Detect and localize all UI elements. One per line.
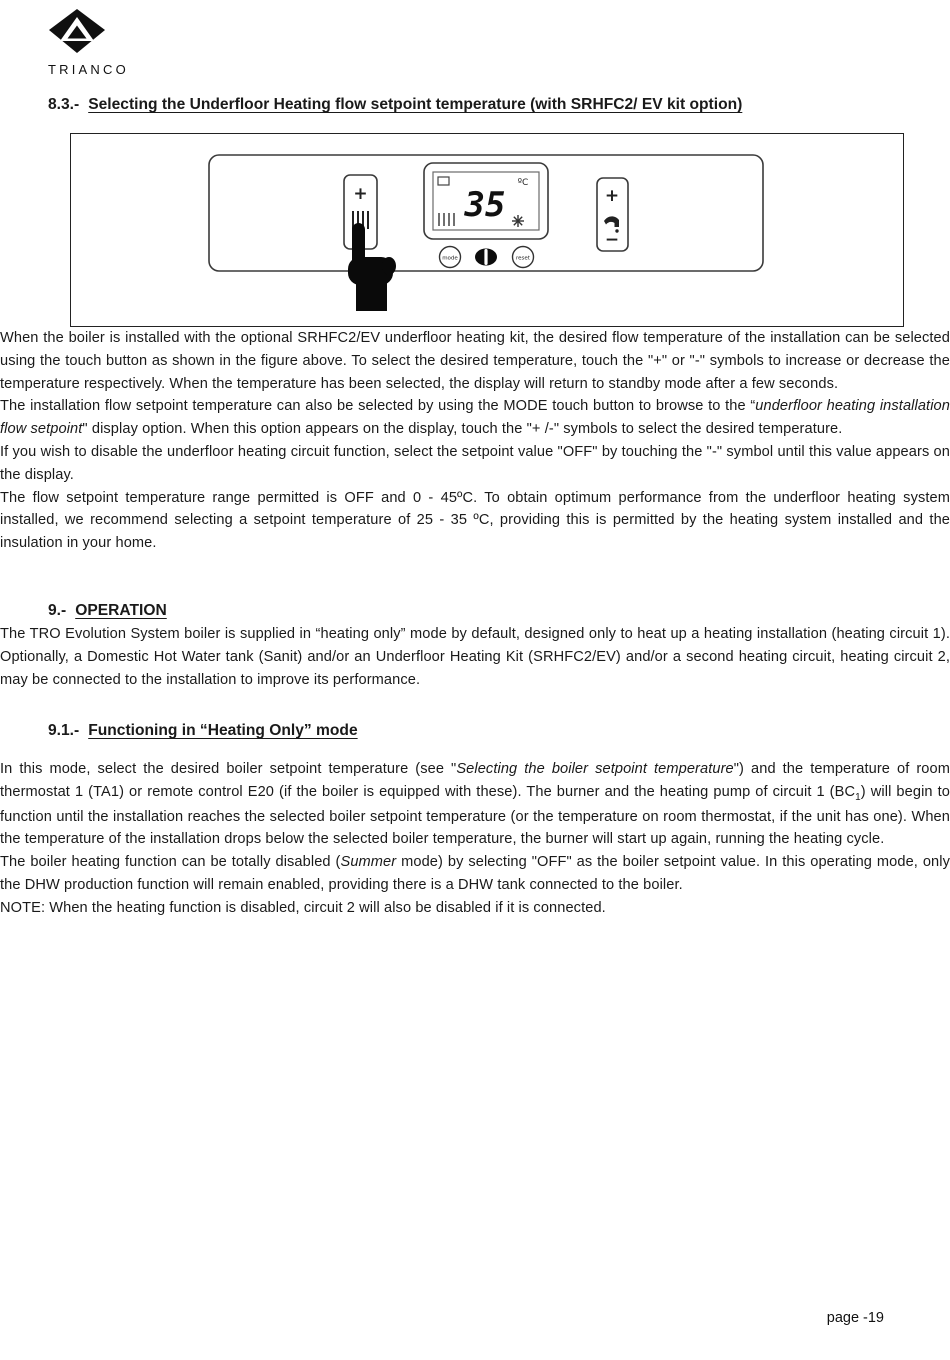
section-number: 9.-	[48, 601, 67, 619]
brand-name: TRIANCO	[48, 62, 129, 77]
plus-symbol: +	[604, 186, 620, 207]
temperature-unit: ºC	[517, 178, 529, 189]
section-title: OPERATION	[75, 601, 167, 619]
paragraph: The flow setpoint temperature range permitted is OFF and 0 - 45ºC. To obtain optimum performance from the underfloor heating system installed, we recommend selecting a setpoint temperature of 25 - 35 ºC, providing this is permitted by the heating system installed and the insulation in your home.	[0, 489, 950, 552]
dhw-button	[597, 178, 628, 251]
paragraph: If you wish to disable the underfloor heating circuit function, select the setpoint value "OFF" by touching the "-" symbol until this value appears on the display.	[0, 443, 950, 483]
text-segment-subscript: 1	[855, 792, 861, 804]
section-number: 9.1.-	[48, 722, 80, 740]
text-segment: The boiler heating function can be totally disabled (	[0, 854, 341, 871]
text-segment: ) will begin to function until the installation reaches the selected boiler setpoint temperature (or the temperature on room thermostat, if the unit has one). When the temperature of the installation drops below the selected boiler temperature, the burner will start up again, running the heating cycle.	[0, 784, 950, 848]
reset-label: reset	[516, 255, 530, 262]
section-9-heading	[48, 599, 898, 623]
control-panel-figure	[70, 133, 904, 327]
reset-button	[513, 247, 534, 268]
text-segment: The installation flow setpoint temperature can also be selected by using the MODE touch button to browse to the “	[0, 398, 756, 415]
section-8-3-heading	[48, 93, 860, 117]
text-segment: In this mode, select the desired boiler setpoint temperature (see "	[0, 761, 457, 778]
section-number: 8.3.-	[48, 96, 80, 113]
section-9-1-heading	[48, 719, 898, 743]
power-button	[475, 249, 497, 266]
trianco-logo-icon	[48, 8, 106, 54]
paragraph	[0, 395, 950, 441]
text-segment: mode) by selecting "OFF" as the boiler setpoint value. In this operating mode, only the DHW production function will remain enabled, providing there is a DHW tank connected to the boiler.	[0, 854, 950, 893]
trianco-logo	[0, 0, 950, 77]
plus-symbol: +	[353, 184, 368, 205]
minus-symbol: −	[604, 230, 620, 251]
text-segment-italic: Summer	[340, 854, 397, 871]
section-title: Functioning in “Heating Only” mode	[88, 722, 358, 740]
text-segment-italic: Selecting the boiler setpoint temperature	[456, 761, 734, 778]
lcd-display	[424, 163, 548, 239]
power-icon	[484, 249, 487, 265]
mode-label: mode	[442, 255, 458, 262]
mode-button	[440, 247, 461, 268]
paragraph: When the boiler is installed with the optional SRHFC2/EV underfloor heating kit, the desired flow temperature of the installation can be selected using the touch button as shown in the figure above. To select the desired temperature, touch the "+" or "-" symbols to increase or decrease the temperature respectively. When the temperature has been selected, the display will return to standby mode after a few seconds.	[0, 330, 950, 392]
text-segment-italic: underfloor heating installation flow setpoint	[0, 398, 950, 438]
paragraph	[0, 851, 950, 897]
flashing-burner-icon	[512, 215, 524, 227]
section-title: Selecting the Underfloor Heating flow setpoint temperature (with SRHFC2/ EV kit option)	[88, 96, 743, 113]
page-number: page -19	[826, 1310, 884, 1326]
text-segment: ") and the temperature of room thermostat 1 (TA1) or remote control E20 (if the boiler is equipped with these). The burner and the heating pump of circuit 1 (BC	[0, 761, 950, 801]
temperature-readout: 35	[464, 185, 506, 226]
paragraph: The TRO Evolution System boiler is supplied in “heating only” mode by default, designed only to heat up a heating installation (heating circuit 1). Optionally, a Domestic Hot Water tank (Sanit) and/or an Underfloor Heating Kit (SRHFC2/EV) and/or a second heating circuit, heating circuit 2, may be connected to the installation to improve its performance.	[0, 625, 950, 688]
paragraph: NOTE: When the heating function is disabled, circuit 2 will also be disabled if it is connected.	[0, 899, 606, 916]
paragraph	[0, 758, 950, 851]
text-segment: " display option. When this option appears on the display, touch the "+ /-" symbols to select the desired temperature.	[82, 421, 843, 438]
